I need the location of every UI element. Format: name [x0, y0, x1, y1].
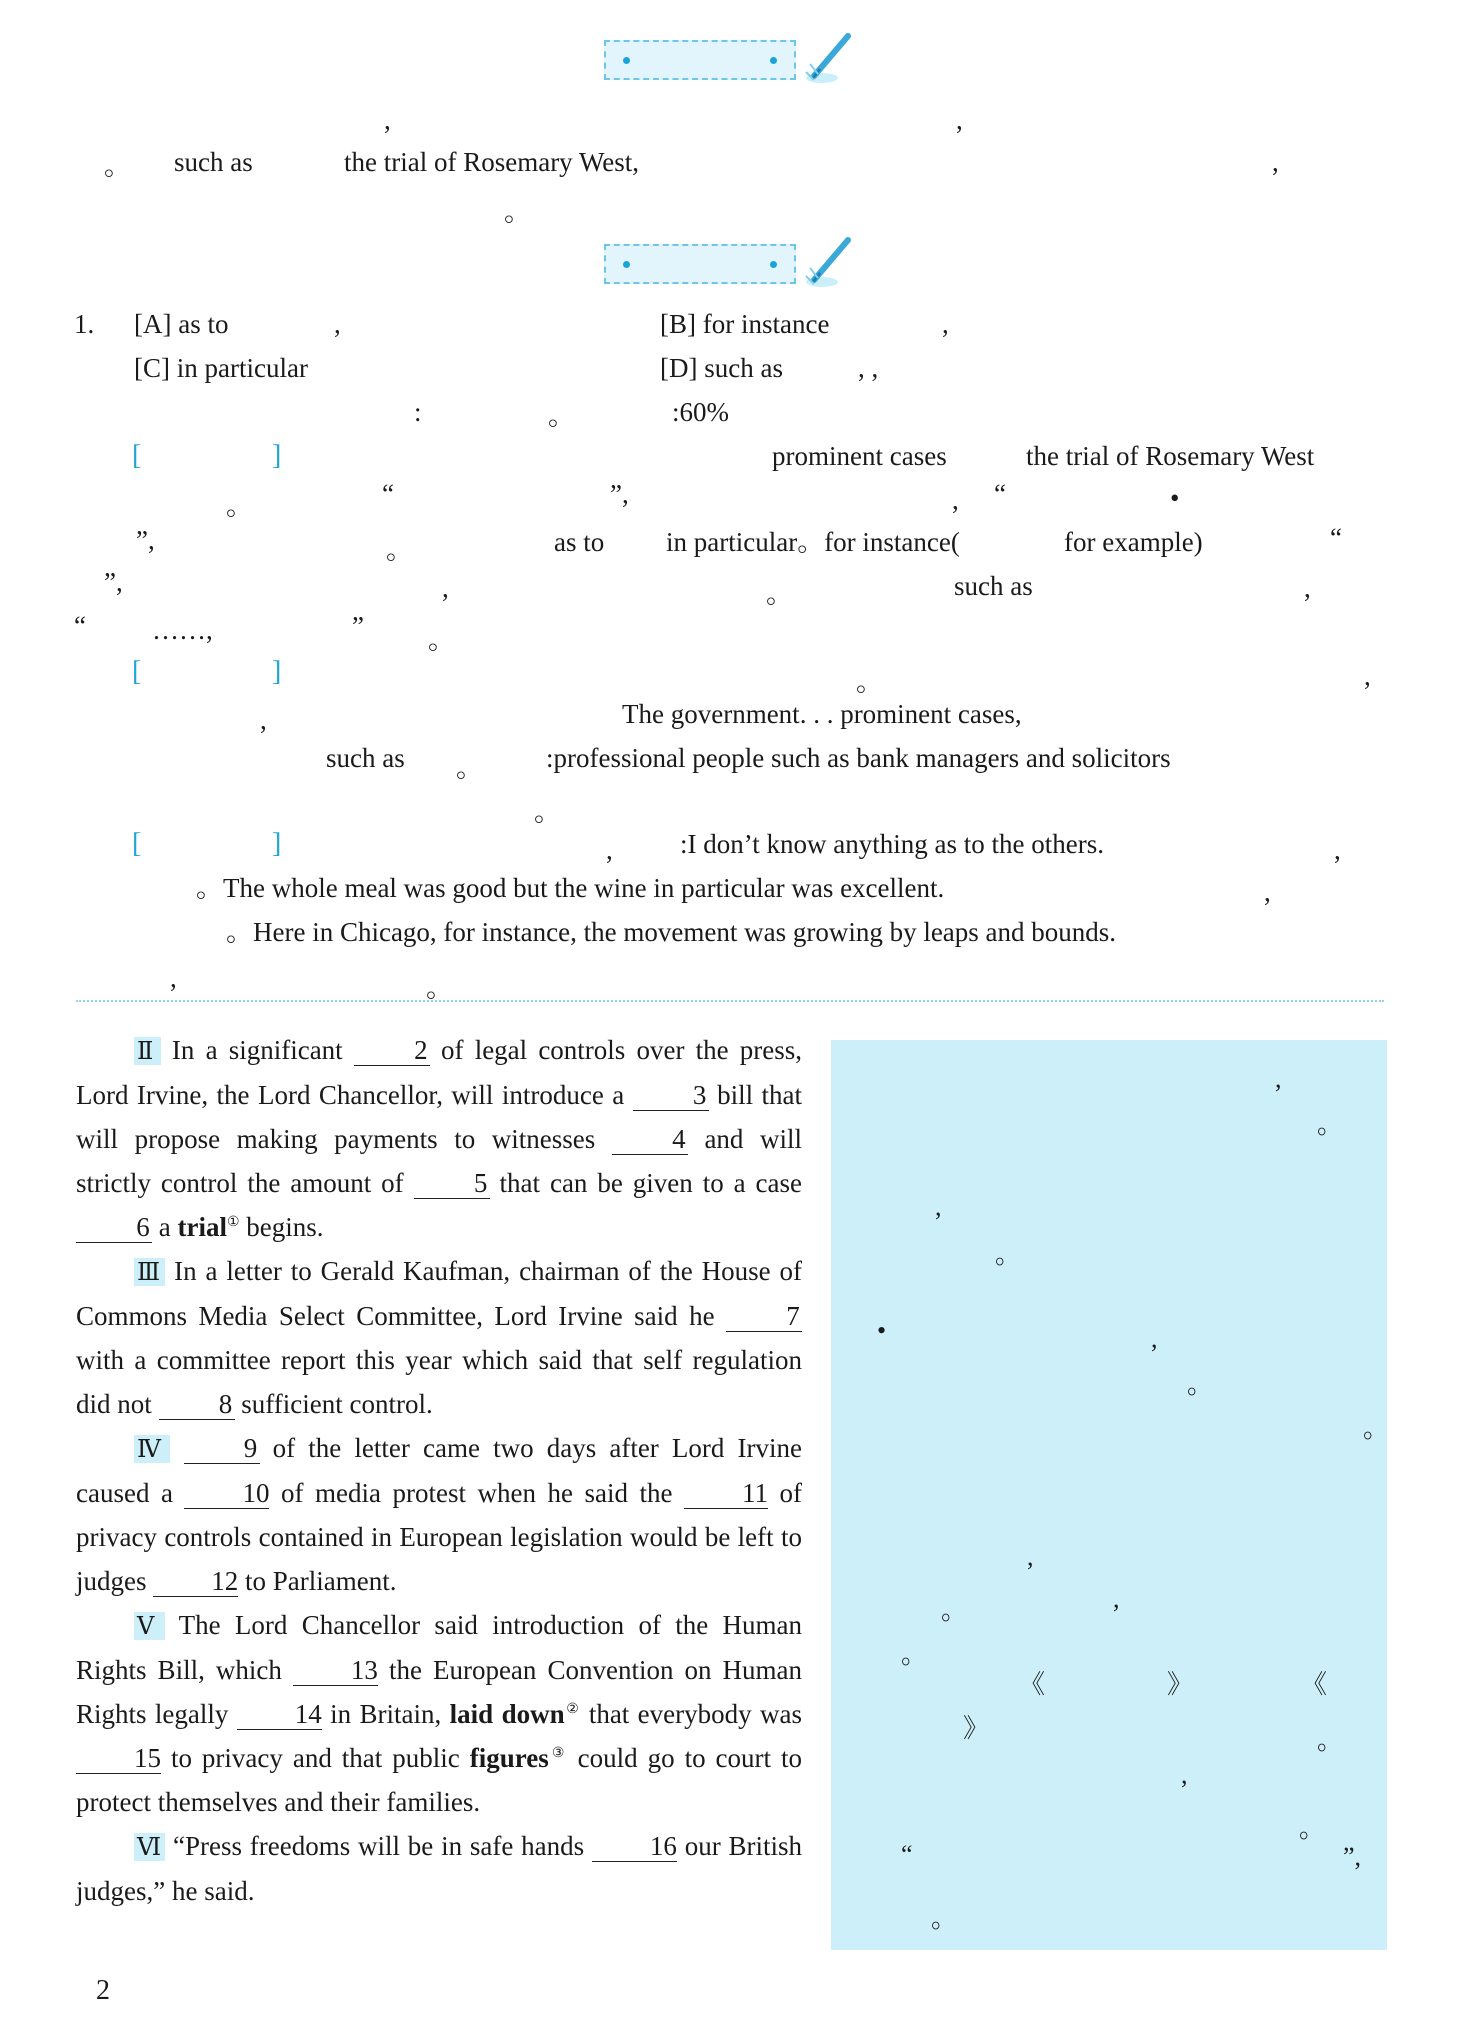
punct: 。 [548, 401, 575, 431]
text: In a letter to Gerald Kaufman, chairman of the House of Commons Media Select Committee, Lord Irvine said he [76, 1256, 802, 1331]
blank-7[interactable]: 7 [726, 1301, 802, 1332]
punct: 。 [428, 625, 455, 655]
punct: , [1334, 835, 1341, 865]
text-fragment: such as [326, 743, 405, 773]
paragraph-marker: Ⅴ [134, 1612, 165, 1640]
text: of media protest when he said the [281, 1478, 673, 1508]
punct: • [877, 1316, 887, 1345]
punct: 》 [963, 1714, 990, 1743]
punct: , [442, 573, 449, 603]
footnote-ref: ③ [548, 1746, 568, 1761]
blank-16[interactable]: 16 [592, 1831, 677, 1862]
punct: 。 [386, 535, 413, 565]
text-fragment: such as [174, 147, 253, 177]
punct: “ [382, 479, 394, 509]
blank-14[interactable]: 14 [237, 1699, 322, 1730]
option-b[interactable]: [B] for instance [660, 309, 830, 339]
punct: “ [74, 611, 86, 641]
translation-panel [831, 1040, 1390, 1950]
explanation-bracket: ] [272, 656, 282, 687]
footnote-ref: ② [564, 1702, 581, 1717]
text: that can be given to a case [499, 1168, 803, 1198]
punct: , [942, 309, 949, 339]
text: that everybody was [588, 1699, 803, 1729]
pen-icon [800, 232, 860, 292]
punct: , [606, 835, 613, 865]
text-fragment: The government. . . prominent cases, [622, 699, 1022, 729]
punct: 。 [941, 1596, 968, 1625]
explanation-bracket: [ [132, 656, 142, 687]
option-d[interactable]: [D] such as [660, 353, 783, 383]
punct: : [414, 397, 422, 427]
punct: , [1364, 661, 1371, 691]
blank-15[interactable]: 15 [76, 1743, 161, 1774]
keyword-laid-down: laid down [449, 1699, 565, 1729]
punct: 。 [1317, 1110, 1344, 1139]
paragraph-2 [76, 1028, 802, 1249]
punct: “ [1330, 523, 1342, 553]
blank-12[interactable]: 12 [153, 1566, 238, 1597]
punct: , [170, 963, 177, 993]
punct: 。 [104, 151, 131, 181]
paragraph-3 [76, 1249, 802, 1426]
punct: , [334, 309, 341, 339]
blank-13[interactable]: 13 [293, 1655, 378, 1686]
blank-3[interactable]: 3 [633, 1080, 709, 1111]
punct: 。 [1317, 1726, 1344, 1755]
text-fragment: 。The whole meal was good but the wine in particular was excellent. [196, 873, 945, 903]
text: could go to court to protect themselves and their families. [76, 1743, 802, 1817]
page-number: 2 [96, 1975, 110, 2006]
paragraph-marker: Ⅵ [134, 1833, 165, 1861]
text: bill that will propose making payments to witnesses [76, 1080, 803, 1154]
punct: , [952, 485, 959, 515]
text-fragment: 。Here in Chicago, for instance, the movement was growing by leaps and bounds. [226, 917, 1117, 947]
text-fragment: such as [954, 571, 1033, 601]
text-fragment: the trial of Rosemary West [1026, 441, 1315, 471]
punct: , [1275, 1064, 1282, 1093]
explanation-bracket: [ [132, 828, 142, 859]
text: of legal controls over the press, Lord Irvine, the Lord Chancellor, will introduce a [76, 1035, 803, 1110]
punct: ”, [136, 525, 155, 555]
option-c[interactable]: [C] in particular [134, 353, 308, 383]
blank-6[interactable]: 6 [76, 1212, 152, 1243]
blank-11[interactable]: 11 [684, 1478, 768, 1509]
section-header-box-2 [604, 244, 796, 284]
punct: • [1170, 483, 1180, 513]
paragraph-marker: Ⅳ [134, 1435, 170, 1463]
punct: 》 [1167, 1670, 1194, 1699]
punct: , [1272, 147, 1279, 177]
text: with a committee report this year which said that self regulation did not [76, 1345, 802, 1419]
punct: , [260, 705, 267, 735]
punct: ”, [610, 479, 629, 509]
explanation-bracket: ] [272, 440, 282, 471]
punct: , [1151, 1324, 1158, 1353]
punct: 《 [1019, 1670, 1046, 1699]
footnote-ref: ① [226, 1215, 240, 1230]
text: begins. [246, 1212, 324, 1242]
text-fragment: :professional people such as bank managers and solicitors [546, 743, 1171, 773]
punct: ”, [104, 567, 123, 597]
text: to privacy and that public [170, 1743, 460, 1773]
blank-2[interactable]: 2 [354, 1035, 430, 1066]
punct: , [384, 105, 391, 135]
paragraph-5 [76, 1603, 802, 1824]
text: a [158, 1212, 171, 1242]
keyword-trial: trial [177, 1212, 227, 1242]
punct: 《 [1301, 1670, 1328, 1699]
paragraph-marker: Ⅱ [134, 1037, 161, 1065]
text-fragment: the trial of Rosemary West, [344, 147, 640, 177]
text-fragment: :I don’t know anything as to the others. [680, 829, 1104, 859]
text-fragment: in particular。for instance( [666, 527, 960, 557]
text: The Lord Chancellor said introduction of the Human Rights Bill, which [76, 1610, 802, 1685]
text-fragment: for example) [1064, 527, 1203, 557]
punct: 。 [1363, 1414, 1390, 1443]
punct: 。 [1187, 1370, 1214, 1399]
punct: “ [994, 479, 1006, 509]
explanation-bracket: ] [272, 828, 282, 859]
option-a[interactable]: [A] as to [134, 309, 229, 339]
punct: ” [352, 611, 364, 641]
punct: , [1304, 573, 1311, 603]
text: In a significant [171, 1035, 343, 1065]
keyword-figures: figures [469, 1743, 549, 1773]
text-fragment: as to [554, 527, 605, 557]
blank-8[interactable]: 8 [159, 1389, 235, 1420]
blank-5[interactable]: 5 [414, 1168, 490, 1199]
punct: , [1264, 877, 1271, 907]
text: sufficient control. [241, 1389, 433, 1419]
punct: 。 [456, 753, 483, 783]
text: “Press freedoms will be in safe hands [172, 1831, 585, 1861]
paragraph-marker: Ⅲ [134, 1258, 165, 1286]
paragraph-6 [76, 1824, 802, 1913]
text: to Parliament. [245, 1566, 397, 1596]
blank-4[interactable]: 4 [612, 1124, 688, 1155]
punct: 。 [1299, 1814, 1326, 1843]
text: the European Convention on Human Rights legally [76, 1655, 803, 1729]
text: in Britain, [330, 1699, 442, 1729]
punct: , [1181, 1760, 1188, 1789]
text: our British judges,” he said. [76, 1831, 803, 1906]
punct: 。 [426, 973, 453, 1003]
section-divider [76, 1000, 1384, 1002]
blank-9[interactable]: 9 [184, 1433, 260, 1464]
punct: 。 [856, 667, 883, 697]
punct: 。 [534, 797, 561, 827]
passage [76, 1028, 802, 1913]
punct: ”, [1343, 1842, 1362, 1871]
paragraph-4 [76, 1426, 802, 1603]
punct: 。 [901, 1640, 928, 1669]
pen-icon [800, 28, 860, 88]
punct: , [1113, 1584, 1120, 1613]
text-fragment: ……, [152, 615, 213, 645]
punct: 。 [226, 491, 253, 521]
punct: , , [858, 353, 879, 383]
section-header-box-1 [604, 40, 796, 80]
punct: 。 [995, 1240, 1022, 1269]
text: of privacy controls contained in European legislation would be left to judges [76, 1478, 802, 1596]
text-fragment: prominent cases [772, 441, 947, 471]
punct: 。 [766, 579, 793, 609]
text: and will strictly control the amount of [76, 1124, 803, 1198]
punct: 。 [931, 1904, 958, 1933]
explanation-bracket: [ [132, 440, 142, 471]
text: of the letter came two days after Lord Irvine caused a [76, 1433, 803, 1508]
punct: , [956, 105, 963, 135]
question-number: 1. [74, 309, 95, 339]
punct: 。 [504, 197, 531, 227]
punct: , [935, 1192, 942, 1221]
correct-rate: :60% [672, 397, 729, 427]
blank-10[interactable]: 10 [184, 1478, 269, 1509]
punct: “ [901, 1840, 913, 1869]
punct: , [1027, 1542, 1034, 1571]
